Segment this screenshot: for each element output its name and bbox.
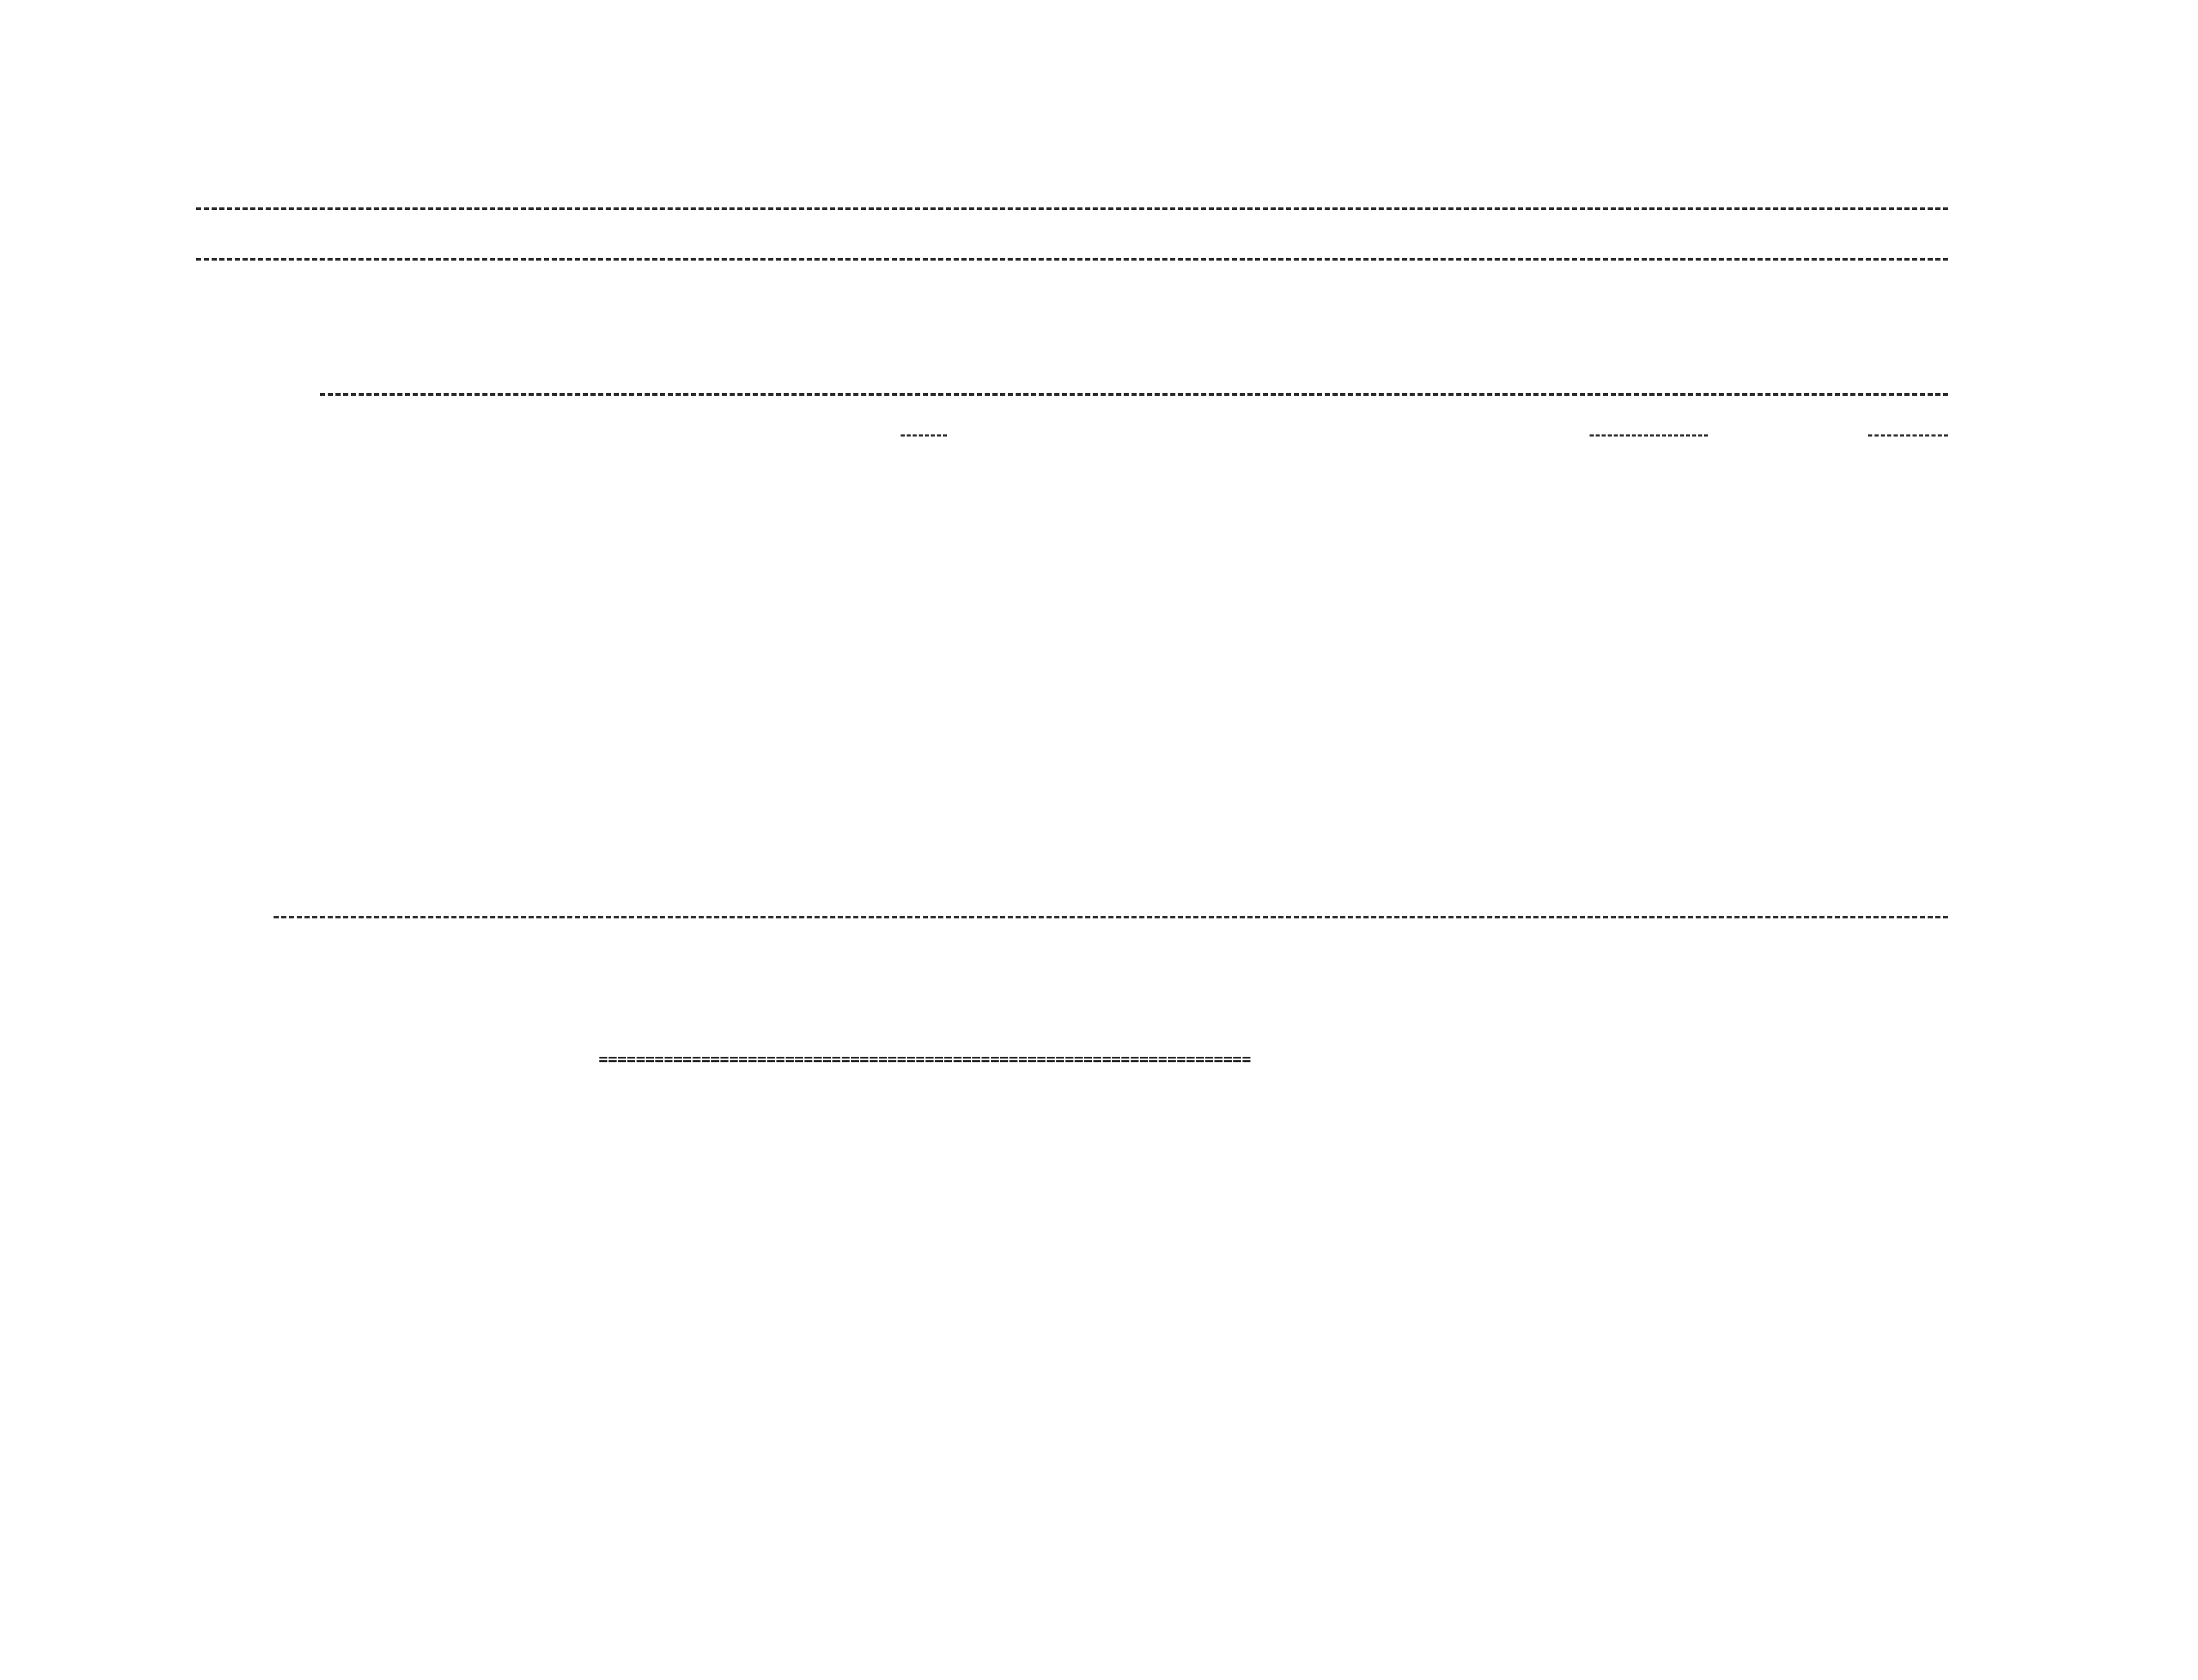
rule — [1868, 434, 1948, 437]
header-top-rule — [196, 207, 1948, 210]
section14-underline: ====================================================================== — [599, 1051, 1252, 1069]
header-bottom-rule — [196, 258, 1948, 261]
section13-rule — [320, 393, 1948, 396]
totals-rule — [274, 916, 1948, 918]
rule — [901, 434, 947, 437]
rule — [1590, 434, 1708, 437]
